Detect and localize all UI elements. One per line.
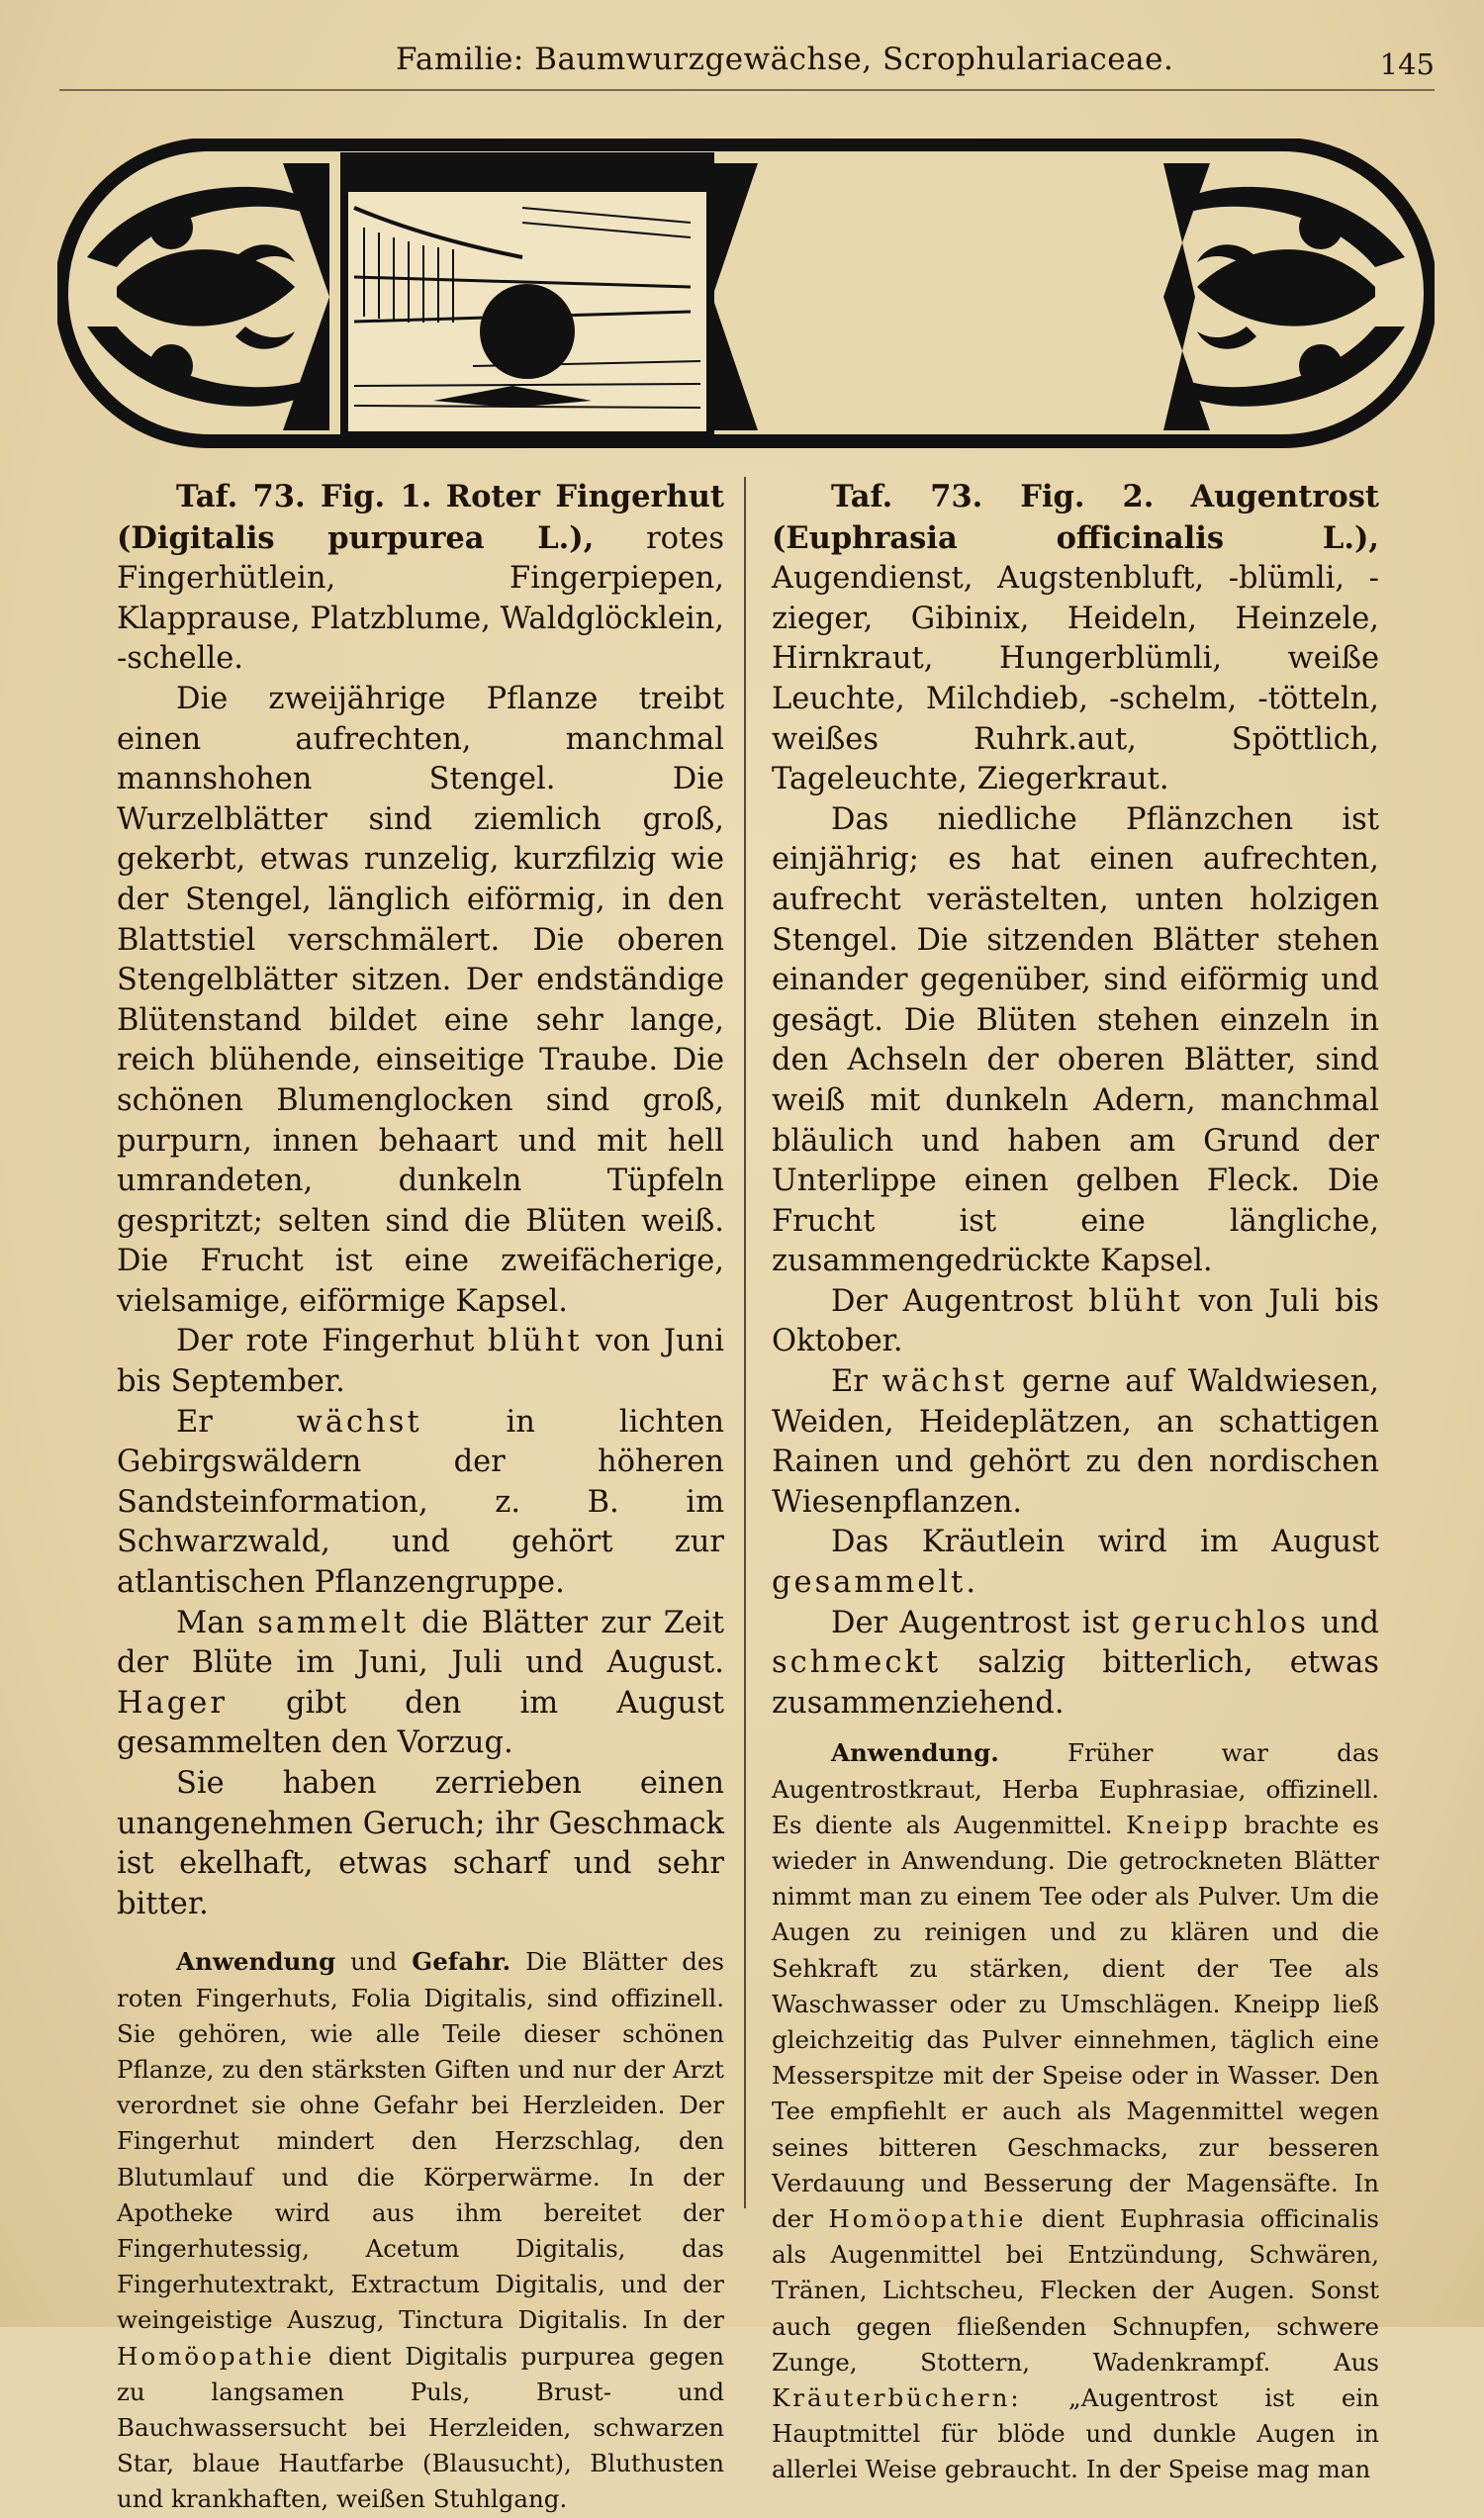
right-kneipp: Kneipp	[1126, 1810, 1231, 1839]
left-usage-text-2: dient Digitalis purpurea gegen zu langsamen Puls, Brust- und Bauchwassersucht bei Herzleiden, schwarzen Star, blaue Hautfarbe (Blausucht), Bluthusten und krankhaften, weißen Stuhlgang.	[117, 2341, 724, 2514]
right-herbal-books: Kräuterbüchern:	[772, 2383, 1022, 2413]
left-plant-name: Roter Fingerhut (Digitalis purpurea L.),	[117, 479, 724, 556]
right-usage-text-4: „Augentrost ist ein Hauptmittel für blöde und dunkle Augen in allerlei Weise gebraucht. In der Speise mag man	[772, 2383, 1379, 2484]
left-entry-heading	[117, 477, 724, 680]
left-usage-paragraph	[117, 1944, 724, 2517]
left-habitat-verb: wächst	[296, 1404, 422, 1440]
right-homoeopathy: Homöopathie	[828, 2204, 1027, 2234]
left-common-names: rotes Fingerhütlein, Fingerpiepen, Klapprause, Platzblume, Waldglöcklein, -schelle.	[117, 520, 724, 677]
left-harvest-subject: Man	[176, 1605, 245, 1640]
left-flowering-verb: blüht	[487, 1324, 583, 1359]
left-column	[117, 477, 724, 2518]
right-smell-taste	[772, 1604, 1379, 1725]
banner-illustration	[57, 139, 1435, 453]
sun-shape	[480, 284, 575, 379]
right-column	[772, 477, 1379, 2488]
right-usage-section	[772, 1735, 1379, 2487]
left-usage-and: und	[350, 1947, 398, 1977]
right-common-names: Augendienst, Augstenbluft, -blümli, -zieger, Gibinix, Heideln, Heinzele, Hirnkraut, Hungerblümli, weiße Leuchte, Milchdieb, -schelm, -tötteln, weißes Ruhrk.aut, Spöttlich, Tageleuchte, Ziegerkraut.	[772, 561, 1379, 797]
left-flowering-subject: Der rote Fingerhut	[176, 1324, 475, 1359]
left-flowering-period: von Juni bis September.	[117, 1324, 725, 1400]
decorative-banner	[57, 139, 1435, 453]
right-harvest	[772, 1523, 1379, 1603]
running-header	[59, 40, 1435, 91]
left-flowering	[117, 1322, 724, 1402]
left-habitat-subject: Er	[176, 1404, 213, 1440]
page-number: 145	[1379, 47, 1435, 81]
artist-signature: V.	[730, 401, 753, 430]
left-usage-label: Anwendung	[176, 1947, 336, 1977]
right-taste-text: salzig bitterlich, etwas zusammenziehend.	[772, 1645, 1379, 1721]
right-habitat-text: gerne auf Waldwiesen, Weiden, Heideplätzen, an schattigen Rainen und gehört zu den nordischen Wiesenpflanzen.	[772, 1364, 1379, 1520]
right-harvest-verb: gesammelt.	[772, 1565, 979, 1601]
left-habitat	[117, 1403, 724, 1604]
right-usage-text: Früher war das Augentrostkraut, Herba Euphrasiae, offizinell. Es diente als Augenmittel.	[772, 1738, 1379, 1839]
left-harvest-text-2: gibt den im August gesammelten den Vorzug.	[117, 1685, 724, 1761]
left-smell-taste: Sie haben zerrieben einen unangenehmen Geruch; ihr Geschmack ist ekelhaft, etwas scharf und sehr bitter.	[117, 1766, 724, 1921]
left-harvest-text: die Blätter zur Zeit der Blüte im Juni, Juli und August.	[117, 1605, 724, 1681]
right-usage-label: Anwendung.	[831, 1738, 999, 1768]
left-harvest	[117, 1604, 724, 1764]
right-plant-name: Augentrost (Euphrasia officinalis L.),	[772, 479, 1379, 556]
right-usage-text-3: dient Euphrasia officinalis als Augenmittel bei Entzündung, Schwären, Tränen, Lichtscheu, Flecken der Augen. Sonst auch gegen fließenden Schnupfen, schwere Zunge, Stottern, Wadenkrampf. Aus	[772, 2204, 1379, 2377]
left-habitat-text: in lichten Gebirgswäldern der höheren Sandsteinformation, z. B. im Schwarzwald, und gehört zur atlantischen Pflanzengruppe.	[117, 1404, 724, 1601]
right-harvest-text: Das Kräutlein wird im August	[831, 1525, 1379, 1560]
left-harvest-author: Hager	[117, 1685, 228, 1721]
right-plate-reference: Taf. 73. Fig. 2.	[831, 479, 1155, 514]
header-title: Familie: Baumwurzgewächse, Scrophulariaceae.	[396, 42, 1174, 77]
right-habitat-subject: Er	[831, 1364, 868, 1400]
left-plate-reference: Taf. 73. Fig. 1.	[176, 479, 432, 514]
left-description: Die zweijährige Pflanze treibt einen aufrechten, manchmal mannshohen Stengel. Die Wurzelblätter sind ziemlich groß, gekerbt, etwas runzelig, kurzfilzig wie der Stengel, länglich eiförmig, in den Blattstiel verschmälert. Die oberen Stengelblätter sitzen. Der endständige Blütenstand bildet eine sehr lange, reich blühende, einseitige Traube. Die schönen Blumenglocken sind groß, purpurn, innen behaart und mit hell umrandeten, dunkeln Tüpfeln gespritzt; selten sind die Blüten weiß. Die Frucht ist eine zweifächerige, vielsamige, eiförmige Kapsel.	[117, 681, 724, 1319]
column-divider	[744, 477, 746, 2208]
right-habitat	[772, 1362, 1379, 1523]
right-usage-paragraph	[772, 1735, 1379, 2487]
right-smell-subject: Der Augentrost ist	[831, 1605, 1120, 1640]
right-taste-word: schmeckt	[772, 1645, 942, 1681]
right-flowering-subject: Der Augentrost	[831, 1283, 1073, 1319]
right-flowering	[772, 1282, 1379, 1362]
left-danger-label: Gefahr.	[412, 1947, 511, 1977]
left-usage-section	[117, 1944, 724, 2517]
right-smell-and: und	[1321, 1605, 1379, 1640]
right-smell-word: geruchlos	[1131, 1605, 1309, 1640]
right-flowering-period: von Juli bis Oktober.	[772, 1283, 1380, 1359]
left-harvest-verb: sammelt	[257, 1605, 409, 1640]
right-description: Das niedliche Pflänzchen ist einjährig; es hat einen aufrechten, aufrecht verästelten, unten holzigen Stengel. Die sitzenden Blätter stehen einander gegenüber, sind eiförmig und gesägt. Die Blüten stehen einzeln in den Achseln der oberen Blätter, sind weiß mit dunkeln Adern, manchmal bläulich und haben am Grund der Unterlippe einen gelben Fleck. Die Frucht ist eine längliche, zusammengedrückte Kapsel.	[772, 801, 1379, 1279]
right-entry-heading	[772, 477, 1379, 800]
left-usage-text: Die Blätter des roten Fingerhuts, Folia Digitalis, sind offizinell. Sie gehören, wie alle Teile dieser schönen Pflanze, zu den stärksten Giften und nur der Arzt verordnet sie ohne Gefahr bei Herzleiden. Der Fingerhut mindert den Herzschlag, den Blutumlauf und die Körperwärme. In der Apotheke wird aus ihm bereitet der Fingerhutessig, Acetum Digitalis, das Fingerhutextrakt, Extractum Digitalis, und der weingeistige Auszug, Tinctura Digitalis. In der	[117, 1947, 724, 2335]
right-habitat-verb: wächst	[881, 1364, 1008, 1400]
right-usage-text-2: brachte es wieder in Anwendung. Die getrockneten Blätter nimmt man zu einem Tee oder als Pulver. Um die Augen zu reinigen und zu klären und die Sehkraft zu stärken, dient der Tee als Waschwasser oder zu Umschlägen. Kneipp ließ gleichzeitig das Pulver einnehmen, täglich eine Messerspitze mit der Speise oder in Wasser. Den Tee empfiehlt er auch als Magenmittel wegen seines bitteren Geschmacks, zur besseren Verdauung und Besserung der Magensäfte. In der	[772, 1810, 1379, 2234]
right-flowering-verb: blüht	[1088, 1283, 1183, 1319]
left-homoeopathy: Homöopathie	[117, 2341, 316, 2371]
